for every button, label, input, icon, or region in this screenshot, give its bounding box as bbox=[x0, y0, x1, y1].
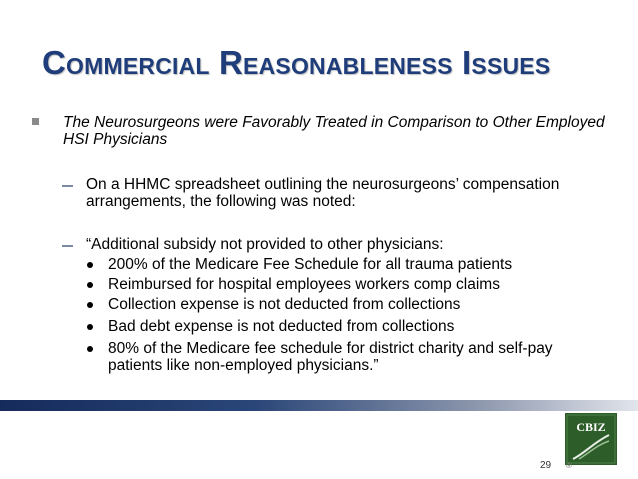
footer-bar bbox=[0, 400, 638, 411]
list-item bbox=[87, 296, 607, 313]
sub-bullet-subsidy bbox=[62, 236, 602, 253]
registered-mark: ® bbox=[566, 461, 572, 470]
bullet-text: The Neurosurgeons were Favorably Treated in Comparison to Other Employed HSI Physicians bbox=[63, 114, 605, 148]
list-item-text: Bad debt expense is not deducted from collections bbox=[108, 318, 455, 335]
list-item-text: 80% of the Medicare fee schedule for district charity and self-pay patients like non-employed physicians.” bbox=[108, 340, 553, 374]
dash-bullet-icon bbox=[62, 185, 73, 187]
cbiz-logo bbox=[565, 413, 617, 465]
dot-bullet-icon bbox=[87, 302, 93, 308]
list-item-text: Reimbursed for hospital employees workers comp claims bbox=[108, 276, 500, 293]
bullet-level1 bbox=[32, 114, 612, 148]
page-number: 29 bbox=[540, 460, 552, 471]
slide-title: Commercial Reasonableness Issues bbox=[42, 44, 551, 81]
list-item bbox=[87, 276, 607, 293]
list-item-text: Collection expense is not deducted from collections bbox=[108, 296, 461, 313]
dot-bullet-icon bbox=[87, 262, 93, 268]
sub-bullet-spreadsheet bbox=[62, 176, 602, 210]
dot-bullet-icon bbox=[87, 324, 93, 330]
dot-bullet-icon bbox=[87, 346, 93, 352]
list-item bbox=[87, 256, 607, 273]
sub-bullet-text: “Additional subsidy not provided to other physicians: bbox=[86, 236, 444, 253]
square-bullet-icon bbox=[32, 118, 39, 125]
logo-text: CBIZ bbox=[576, 420, 606, 434]
dash-bullet-icon bbox=[62, 245, 73, 247]
list-item-text: 200% of the Medicare Fee Schedule for all trauma patients bbox=[108, 256, 513, 273]
list-item bbox=[87, 318, 607, 335]
sub-bullet-text: On a HHMC spreadsheet outlining the neurosurgeons’ compensation arrangements, the following was noted: bbox=[86, 176, 560, 210]
dot-bullet-icon bbox=[87, 282, 93, 288]
list-item bbox=[87, 340, 607, 374]
